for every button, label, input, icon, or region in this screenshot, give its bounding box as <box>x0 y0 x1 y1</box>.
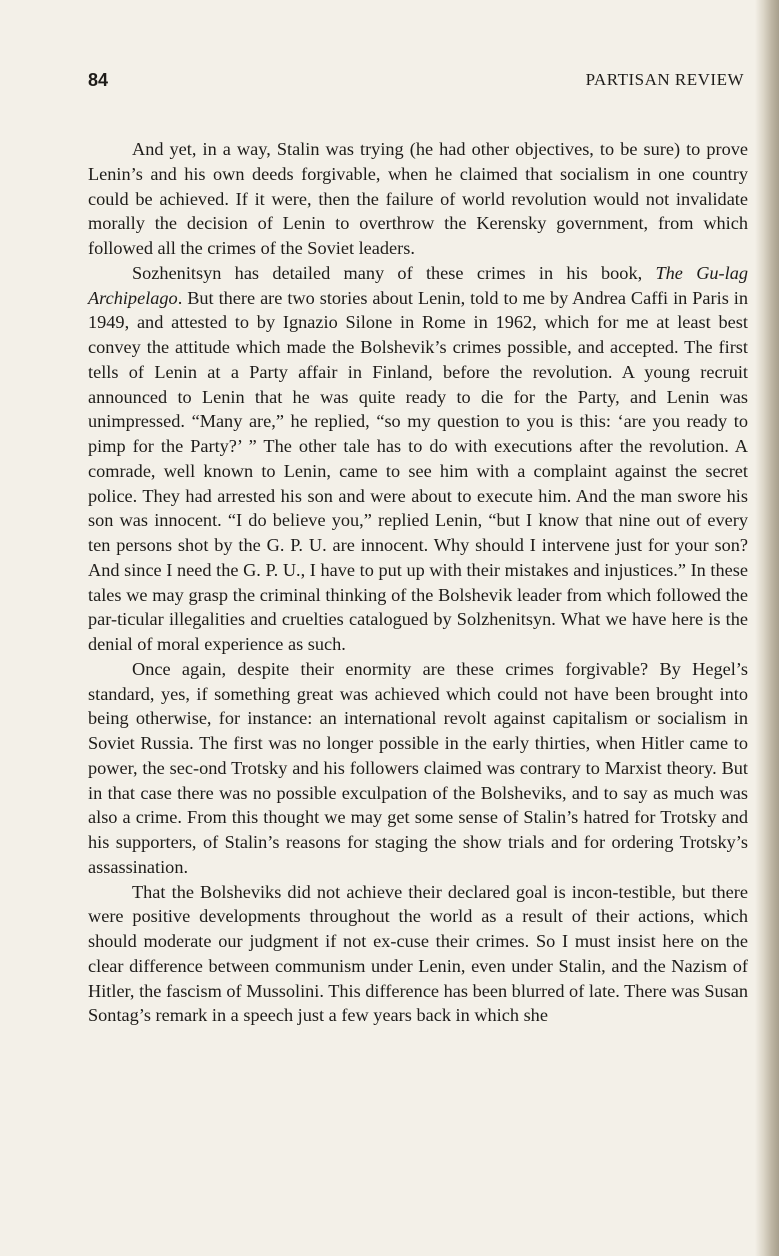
page-header <box>88 70 744 98</box>
paragraph-2-lead: Sozhenitsyn has detailed many of these crimes in his book, <box>132 262 656 283</box>
paragraph-1: And yet, in a way, Stalin was trying (he had other objectives, to be sure) to prove Lenin’s and his own deeds forgivable, when he claimed that socialism in one country could be achieved. If it were, then the failure of world revolution would not invalidate morally the decision of Lenin to overthrow the Kerensky government, from which followed all the crimes of the Soviet leaders. <box>88 139 748 258</box>
paragraph-2-rest: . But there are two stories about Lenin, told to me by Andrea Caffi in Paris in 1949, and attested to by Ignazio Silone in Rome in 1962, which for me at least best convey the attitude which made the Bolshevik’s crimes possible, and accepted. The first tells of Lenin at a Party affair in Finland, before the revolution. A young recruit announced to Lenin that he was quite ready to die for the Party, and Lenin was unimpressed. “Many are,” he replied, “so my question to you is this: ‘are you ready to pimp for the Party?’ ” The other tale has to do with executions after the revolution. A comrade, well known to Lenin, came to see him with a complaint against the secret police. They had arrested his son and were about to execute him. And the man swore his son was innocent. “I do believe you,” replied Lenin, “but I know that nine out of every ten persons shot by the G. P. U. are innocent. Why should I intervene just for your son? And since I need the G. P. U., I have to put up with their mistakes and injustices.” In these tales we may grasp the criminal thinking of the Bolshevik leader from which followed the par-ticular illegalities and cruelties catalogued by Solzhenitsyn. What we have here is the denial of moral experience as such. <box>88 287 748 654</box>
page-edge-shadow <box>755 0 779 1256</box>
paragraph-2 <box>88 261 748 657</box>
page-number: 84 <box>88 70 109 90</box>
book-title: The Gu-lag Archipelago <box>88 262 748 308</box>
running-head: PARTISAN REVIEW <box>585 70 744 89</box>
paragraph-3: Once again, despite their enormity are these crimes forgivable? By Hegel’s standard, yes, if something great was achieved which could not have been brought into being otherwise, for instance: an international revolt against capitalism or socialism in Soviet Russia. The first was no longer possible in the early thirties, when Hitler came to power, the sec-ond Trotsky and his followers claimed was contrary to Marxist theory. But in that case there was no possible exculpation of the Bolsheviks, and to say as much was also a crime. From this thought we may get some sense of Stalin’s hatred for Trotsky and his supporters, of Stalin’s reasons for staging the show trials and for ordering Trotsky’s assassination. <box>88 658 748 877</box>
paragraph-4: That the Bolsheviks did not achieve their declared goal is incon-testible, but there were positive developments throughout the world as a result of their actions, which should moderate our judgment if not ex-cuse their crimes. So I must insist here on the clear difference between communism under Lenin, even under Stalin, and the Nazism of Hitler, the fascism of Mussolini. This difference has been blurred of late. There was Susan Sontag’s remark in a speech just a few years back in which she <box>88 881 748 1026</box>
body-text <box>88 137 748 1028</box>
